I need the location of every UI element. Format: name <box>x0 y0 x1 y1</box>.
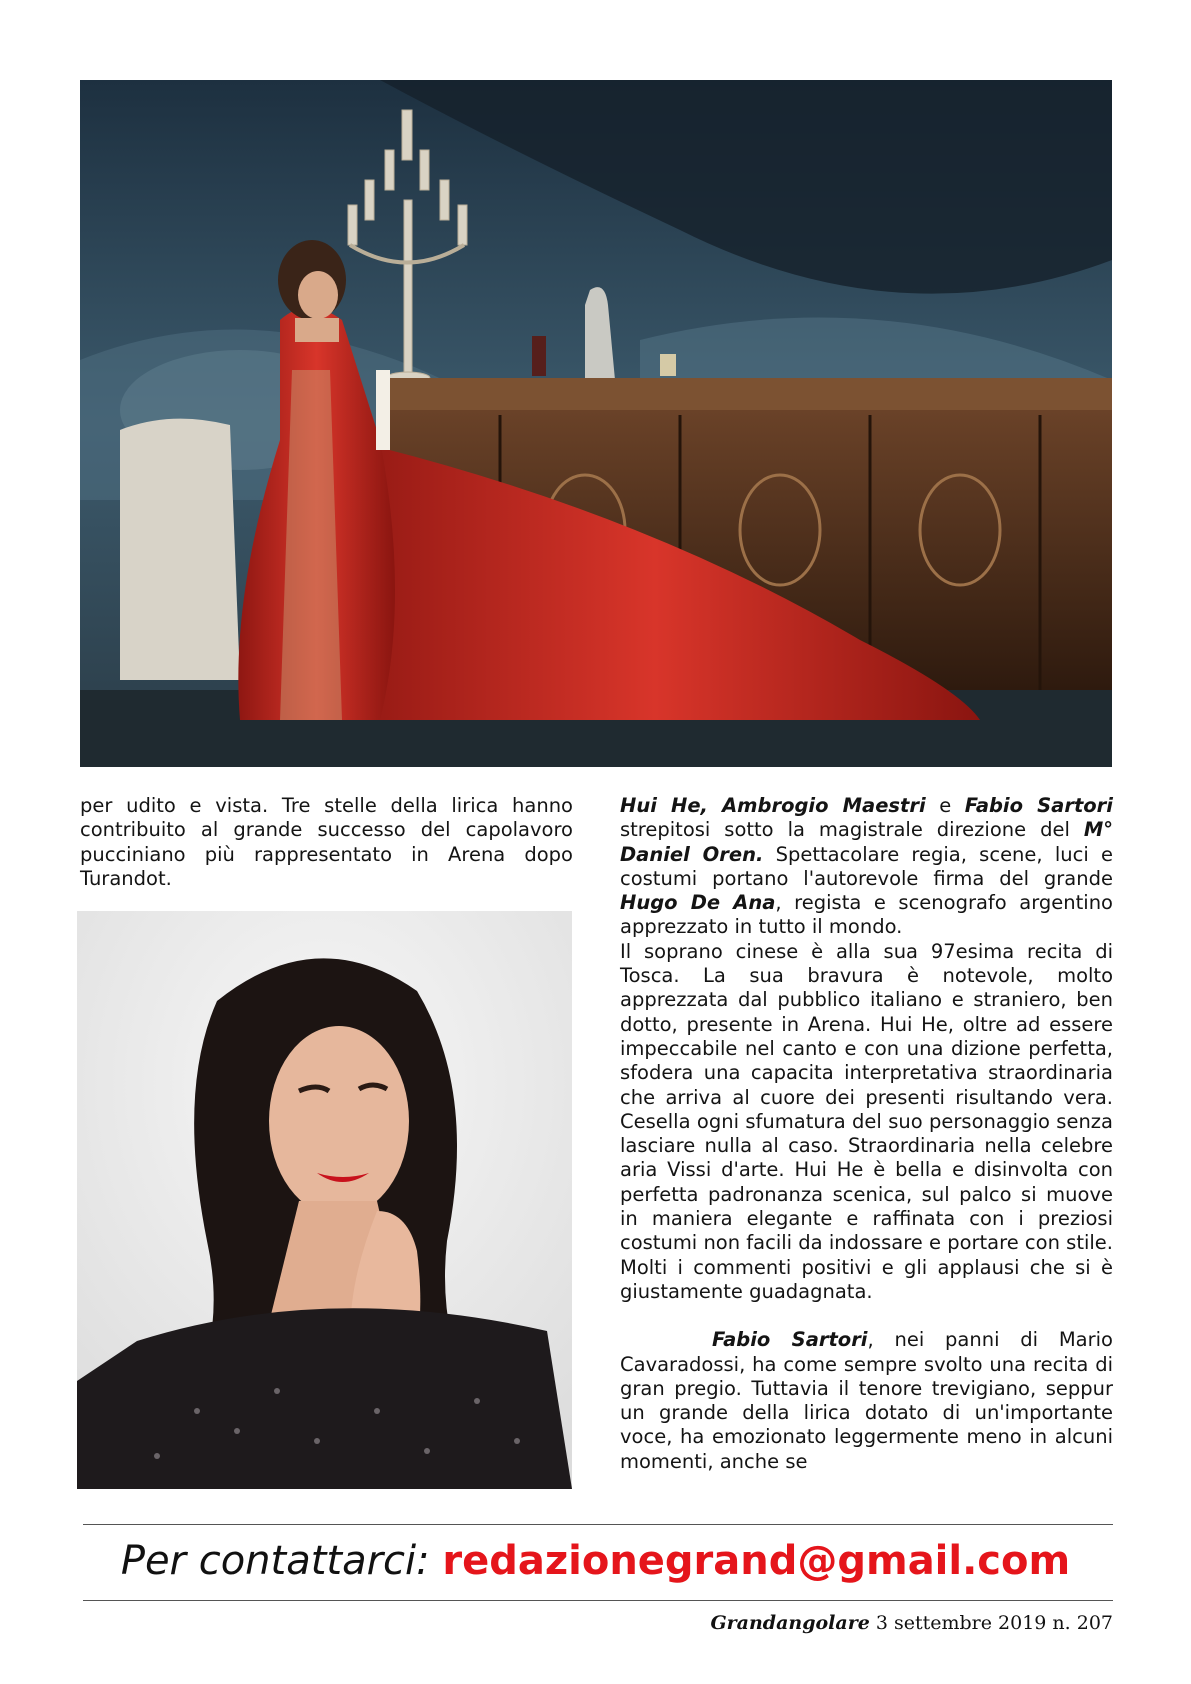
contact-email[interactable]: redazionegrand@gmail.com <box>442 1538 1071 1584</box>
right-paragraph-2: Il soprano cinese è alla sua 97esima recita di Tosca. La sua bravura è notevole, molto apprezzata dal pubblico italiano e straniero, ben dotto, presente in Arena. Hui He, oltre ad essere impeccabile nel canto e con una dizione perfetta, sfodera una capacita interpretativa straordinaria che arriva al cuore dei presenti risultando vera. Cesella ogni sfumatura del suo personaggio senza lasciare nulla al caso. Straordinaria nella celebre aria Vissi d'arte. Hui He è bella e disinvolta con perfetta padronanza scenica, sul palco si muove in maniera elegante e raffinata con i preziosi costumi non facili da indossare e portare con stile. Molti i commenti positivi e gli applausi che si è giustamente guadagnata. <box>620 939 1113 1303</box>
footer-rule-bottom <box>83 1600 1113 1601</box>
sartori-name: Fabio Sartori <box>712 1328 868 1352</box>
stage-photo <box>80 80 1112 767</box>
issue-info <box>710 1611 1113 1635</box>
right-paragraph-1 <box>620 794 1113 940</box>
p1-text-b: Spettacolare regia, scene, luci e costumi portano l'autorevole firma del grande <box>620 842 1113 890</box>
contact-line <box>0 1536 1191 1586</box>
right-column-text <box>620 794 1113 1474</box>
p1-text-c: , regista e scenografo argentino apprezzato in tutto il mondo. <box>620 891 1113 939</box>
right-paragraph-3 <box>620 1328 1113 1474</box>
left-paragraph: per udito e vista. Tre stelle della lirica hanno contribuito al grande successo del capolavoro pucciniano più rappresentato in Arena dopo Turandot. <box>80 794 573 890</box>
issue-date: 3 settembre 2019 n. 207 <box>869 1612 1113 1634</box>
left-column-text <box>80 794 573 891</box>
singers-names: Hui He, Ambrogio Maestri <box>620 794 926 817</box>
portrait-photo <box>77 911 572 1489</box>
p1-text-a: strepitosi sotto la magistrale direzione del <box>620 818 1084 842</box>
conductor-name: M° Daniel Oren. <box>620 818 1113 866</box>
and-word: e <box>925 794 965 817</box>
singer-sartori: Fabio Sartori <box>964 794 1113 817</box>
footer-rule-top <box>83 1524 1113 1525</box>
magazine-name: Grandangolare <box>710 1612 870 1634</box>
director-name: Hugo De Ana <box>620 891 776 915</box>
p3-text: , nei panni di Mario Cavaradossi, ha come sempre svolto una recita di gran pregio. Tuttavia il tenore trevigiano, seppur un grande della lirica dotato di un'importante voce, ha emozionato leggermente meno in alcuni momenti, anche se <box>620 1328 1113 1473</box>
contact-label: Per contattarci: <box>120 1538 443 1584</box>
